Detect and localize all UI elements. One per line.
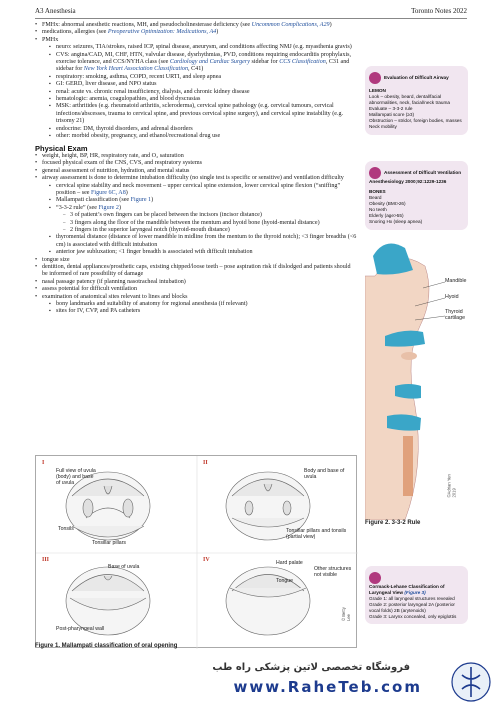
bones-elderly: Elderly (age>55) — [369, 213, 404, 218]
label-hyoid: Hyoid — [445, 294, 459, 300]
list-item-dentition: • dentition, dental appliances/prosthetic caps, existing chipped/loose teeth – pose aspiration risk if dislodged and patients should be informed of rare possibility of damage — [35, 264, 357, 279]
figure-2-credit: ©Adrian Yen 2019 — [446, 474, 457, 498]
link-uncommon-complications[interactable]: Uncommon Complications — [251, 22, 317, 28]
link-figure-3[interactable]: (Figure 3) — [404, 590, 426, 595]
link-cardiology[interactable]: Cardiology and Cardiac Surgery — [169, 59, 250, 66]
label-base-uvula: Base of uvula — [108, 564, 140, 570]
list-item-endocrine: ▪ endocrine: DM, thyroid disorders, and adrenal disorders — [49, 126, 357, 133]
banner-url[interactable]: www.RaheTeb.com — [233, 678, 422, 696]
label-full-view: Full view of uvula (body) and base of uvula — [56, 468, 96, 486]
lemon-evaluate: Evaluate – 3-3-2 rule — [369, 106, 413, 111]
list-item-other: ▪ other: morbid obesity, pregnancy, and ethanol/recreational drug use — [49, 133, 357, 140]
bones-beard: Beard — [369, 195, 382, 200]
link-figure-1[interactable]: Figure 1 — [130, 197, 152, 204]
list-item-renal: ▪ renal: acute vs. chronic renal insufficiency, dialysis, and chronic kidney disease — [49, 89, 357, 96]
label-hard-palate: Hard palate — [276, 560, 303, 566]
link-ccs-classification[interactable]: CCS Classification — [279, 59, 326, 66]
label-tongue: Tongue — [276, 578, 294, 584]
stethoscope-icon — [369, 167, 381, 179]
list-item-hematologic: ▪ hematologic: anemia, coagulopathies, and blood dyscrasias — [49, 96, 357, 103]
list-item-thyroid-mouth: – 2 fingers in the superior laryngeal notch (thyroid-mouth distance) — [63, 227, 357, 234]
figure-1-caption: Figure 1. Mallampati classification of oral opening — [35, 643, 178, 649]
bones-no-teeth: No teeth — [369, 207, 387, 212]
list-item-thyromental: ▪ thyromental distance (distance of lower mandible in midline from the mentum to the thyroid notch); <3 finger breadths (<6 cm) is associated with difficult intubation — [49, 234, 357, 249]
list-item-msk: ▪ MSK: arthritides (e.g. rheumatoid arthritis, scleroderma), cervical spine pathology (e.g. cervical tumours, cervical infections/abscesses, trauma to cervical spine, and previous cervical spine surgery), and cervical spine instability (e.g. trisomy 21) — [49, 103, 357, 125]
figure-332-rule — [365, 236, 468, 520]
list-item-medications: • medications, allergies (see Preoperative Optimization: Medications, A4) — [35, 29, 357, 36]
link-nyha-classification[interactable]: New York Heart Association Classification — [83, 66, 189, 73]
history-list — [35, 22, 357, 141]
link-figure-6c[interactable]: Figure 6C, A8 — [91, 189, 126, 196]
list-item-anatomy: • examination of anatomical sites relevant to lines and blocks ▪ bony landmarks and suitability of anatomy for regional anesthesia (if relevant) ▪ sites for IV, CVP, and PA catheters — [35, 294, 357, 316]
ventilation-source: Anesthesiology 2000;92:1229-1236 — [369, 179, 447, 184]
label-tonsillar-pillars-1: Tonsillar pillars — [92, 540, 127, 546]
lemon-obstruction: Obstruction – stridor, foreign bodies, masses — [369, 118, 462, 123]
bones-snoring: Snoring Hx (sleep apnea) — [369, 219, 423, 224]
list-item-tongue: • tongue size — [35, 257, 357, 264]
list-item-neuro: ▪ neuro: seizures, TIA/strokes, raised ICP, spinal disease, aneurysm, and conditions affecting NMJ (e.g. myasthenia gravis) — [49, 44, 357, 51]
cormack-lehane-title: Cormack-Lehane Classification of Laryngeal View — [369, 584, 445, 595]
class-1-number: I — [42, 460, 45, 466]
grade-3: Grade 3: Larynx concealed, only epiglottis — [369, 614, 457, 619]
stethoscope-icon — [369, 72, 381, 84]
list-item-sites: ▪ sites for IV, CVP, and PA catheters — [49, 308, 357, 315]
list-item-ventilation: • assess potential for difficult ventilation — [35, 286, 357, 293]
banner-persian-text: فروشگاه تخصصی لاتین پزشکی راه طب — [212, 662, 410, 673]
mouth-class-4 — [226, 567, 310, 635]
header-divider — [35, 18, 467, 19]
label-other-structures: Other structures not visible — [314, 566, 352, 578]
link-preop-medications[interactable]: Preoperative Optimization: Medications — [107, 29, 207, 36]
class-4-number: IV — [203, 557, 210, 563]
label-mandible: Mandible — [445, 278, 467, 284]
label-thyroid-cartilage: Thyroid cartilage — [445, 309, 466, 321]
lemon-heading: LEMON — [369, 88, 386, 93]
sidebar-box-difficult-ventilation — [365, 161, 468, 230]
header-book-title: Toronto Notes 2022 — [411, 7, 467, 15]
exam-list — [35, 153, 357, 316]
raheteb-logo-icon — [450, 661, 492, 703]
header-section: A3 Anesthesia — [35, 7, 76, 15]
lemon-mallampati: Mallampati score (≥3) — [369, 112, 415, 117]
figure-1-credit: © Betty Lee — [341, 607, 351, 621]
list-item-incisor-distance: – 3 of patient’s own fingers can be placed between the incisors (incisor distance) — [63, 212, 357, 219]
sidebar-box-cormack-lehane — [365, 566, 468, 624]
mouth-class-3 — [66, 567, 150, 635]
list-item-mallampati: ▪ Mallampati classification (see Figure 1) — [49, 197, 357, 204]
main-column — [35, 22, 357, 316]
section-title-physical-exam: Physical Exam — [35, 143, 88, 153]
figure-mallampati — [35, 455, 357, 648]
sidebar-box-difficult-airway — [365, 66, 468, 135]
label-body-base: Body and base of uvula — [304, 468, 345, 480]
class-2-number: II — [203, 460, 208, 466]
label-tonsillar-pillars-2: Tonsillar pillars and tonsils (partial view) — [286, 528, 347, 540]
figure-2-caption: Figure 2. 3-3-2 Rule — [365, 520, 421, 526]
list-item-airway: • airway assessment is done to determine intubation difficulty (no single test is specific or sensitive) and ventilation difficulty ▪ cervical spine stability and neck movement – upper cervical spine extension, lower cervical spine flexion (“sniffing” position – see Figure 6C, A8) ▪ Mallampati classification (see Figure 1) ▪ “3-3-2 rule” (see Figure 2) – 3 of patient’s own fingers can be placed between the incisors (incisor distance) – 3 fingers along the floor of the mandible between the mentum and hyoid bone (hyoid-mental distance) – 2 fingers in the superior laryngeal notch (thyroid-mouth distance) ▪ thyromental distance (distance of lower mandible in midline from the mentum to the thyroid notch); <3 finger breadths (<6 cm) is associated with difficult intubation ▪ anterior jaw subluxation; <1 finger breadth is associated with difficult intubation — [35, 175, 357, 256]
list-item-cvs: ▪ CVS: angina/CAD, MI, CHF, HTN, valvular disease, dysrhythmias, PVD, conditions requiring endocarditis prophylaxis, exercise tolerance, and CCS/NYHA class (see Cardiology and Cardiac Surgery sidebar for CCS Classification, C31 and sidebar for New York Heart Association Classification, C41) — [49, 52, 357, 74]
difficult-ventilation-title: Assessment of Difficult Ventilation — [384, 170, 462, 176]
list-item-332-rule: ▪ “3-3-2 rule” (see Figure 2) – 3 of patient’s own fingers can be placed between the incisors (incisor distance) – 3 fingers along the floor of the mandible between the mentum and hyoid bone (hyoid-mental distance) – 2 fingers in the superior laryngeal notch (thyroid-mouth distance) — [49, 205, 357, 235]
bones-obesity: Obesity (BMI>26) — [369, 201, 406, 206]
list-item-gi: ▪ GI: GERD, liver disease, and NPO status — [49, 81, 357, 88]
difficult-airway-title: Evaluation of Difficult Airway — [384, 75, 449, 81]
list-item-cspine: ▪ cervical spine stability and neck movement – upper cervical spine extension, lower cervical spine flexion (“sniffing” position – see Figure 6C, A8) — [49, 183, 357, 198]
class-3-number: III — [42, 557, 50, 563]
list-item-general: • general assessment of nutrition, hydration, and mental status — [35, 168, 357, 175]
list-item-hyoid-mental: – 3 fingers along the floor of the mandible between the mentum and hyoid bone (hyoid-mental distance) — [63, 220, 357, 227]
grade-2: Grade 2: posterior laryngeal 2A (posterior vocal folds) 2B (arytenoids) — [369, 602, 455, 613]
label-tonsils: Tonsils — [58, 526, 74, 532]
lemon-neck: Neck mobility — [369, 124, 397, 129]
lemon-look: Look – obesity, beard, dental/facial abnormalities, neck, facial/neck trauma — [369, 94, 451, 105]
list-item-focused-exam: • focused physical exam of the CNS, CVS, and respiratory systems — [35, 160, 357, 167]
label-post-pharyngeal: Post-pharyngeal wall — [56, 626, 105, 632]
list-item-pmhx: • PMHx ▪ neuro: seizures, TIA/strokes, raised ICP, spinal disease, aneurysm, and conditions affecting NMJ (e.g. myasthenia gravis) ▪ CVS: angina/CAD, MI, CHF, HTN, valvular disease, dysrhythmias, PVD, conditions requiring endocarditis prophylaxis, exercise tolerance, and CCS/NYHA class (see Cardiology and Cardiac Surgery sidebar for CCS Classification, C31 and sidebar for New York Heart Association Classification, C41) ▪ respiratory: smoking, asthma, COPD, recent URTI, and sleep apnea ▪ GI: GERD, liver disease, and NPO status ▪ renal: acute vs. chronic renal insufficiency, dialysis, and chronic kidney disease ▪ hematologic: anemia, coagulopathies, and blood dyscrasias ▪ MSK: arthritides (e.g. rheumatoid arthritis, scleroderma), cervical spine pathology (e.g. cervical tumours, cervical infections/abscesses, trauma to cervical spine, and previous cervical spine surgery), and cervical spine instability (e.g. trisomy 21) ▪ endocrine: DM, thyroid disorders, and adrenal disorders ▪ other: morbid obesity, pregnancy, and ethanol/recreational drug use — [35, 37, 357, 141]
list-item-fmhx: • FMHx: abnormal anesthetic reactions, MH, and pseudocholinesterase deficiency (see Uncommon Complications, A29) — [35, 22, 357, 29]
list-item-jaw: ▪ anterior jaw subluxation; <1 finger breadth is associated with difficult intubation — [49, 249, 357, 256]
link-figure-2[interactable]: Figure 2 — [98, 204, 119, 211]
list-item-nasal: • nasal passage patency (if planning nasotracheal intubation) — [35, 279, 357, 286]
stethoscope-icon — [369, 572, 381, 584]
list-item-vitals: • weight, height, BP, HR, respiratory rate, and O₂ saturation — [35, 153, 357, 160]
bones-heading: BONES — [369, 189, 386, 194]
grade-1: Grade 1: all laryngeal structures revealed — [369, 596, 455, 601]
watermark-banner — [0, 661, 500, 705]
list-item-bony: ▪ bony landmarks and suitability of anatomy for regional anesthesia (if relevant) — [49, 301, 357, 308]
list-item-respiratory: ▪ respiratory: smoking, asthma, COPD, recent URTI, and sleep apnea — [49, 74, 357, 81]
